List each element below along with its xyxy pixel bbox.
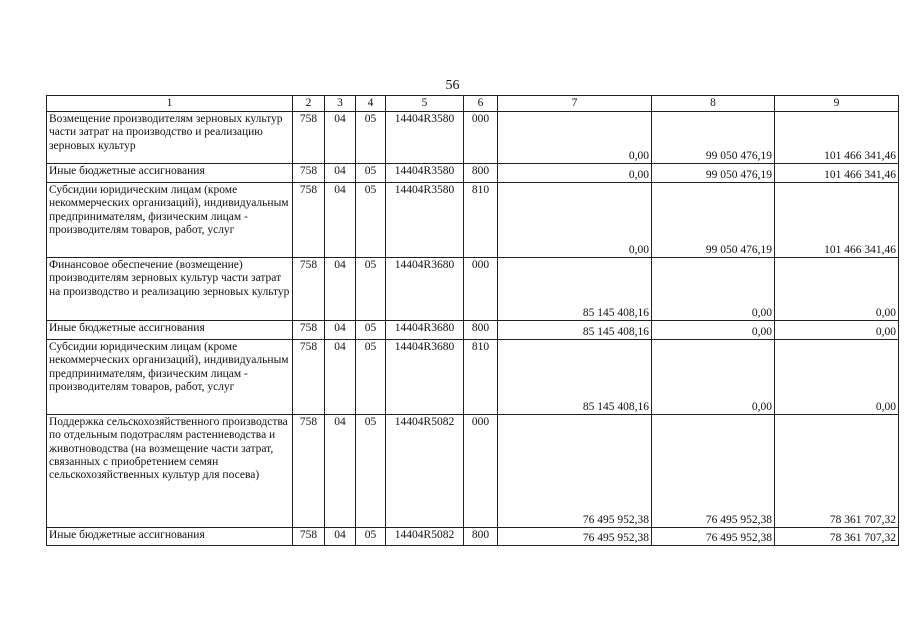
- amount-col8: 99 050 476,19: [652, 112, 775, 164]
- row-name: Субсидии юридическим лицам (кроме некоммерческих организаций), индивидуальным предпринимателям, физическим лицам - производителям товаров, работ, услуг: [47, 183, 293, 258]
- table-body: [47, 96, 899, 546]
- amount-col7: 0,00: [498, 164, 652, 183]
- target-article-code: 14404R3680: [386, 321, 464, 340]
- amount-col8: 0,00: [652, 258, 775, 321]
- expense-type-code: 000: [464, 415, 498, 528]
- page-number: 56: [445, 78, 460, 93]
- amount-col8: 0,00: [652, 321, 775, 340]
- column-number: 7: [498, 96, 652, 112]
- glava-code: 758: [293, 164, 325, 183]
- glava-code: 758: [293, 112, 325, 164]
- column-number: 4: [356, 96, 386, 112]
- section-code: 04: [325, 321, 356, 340]
- section-code: 04: [325, 183, 356, 258]
- row-name: Иные бюджетные ассигнования: [47, 528, 293, 546]
- row-name: Субсидии юридическим лицам (кроме некоммерческих организаций), индивидуальным предпринимателям, физическим лицам - производителям товаров, работ, услуг: [47, 340, 293, 415]
- amount-col8: 99 050 476,19: [652, 183, 775, 258]
- expense-type-code: 800: [464, 321, 498, 340]
- amount-col7: 85 145 408,16: [498, 340, 652, 415]
- row-name: Возмещение производителям зерновых культур части затрат на производство и реализацию зерновых культур: [47, 112, 293, 164]
- column-number: 2: [293, 96, 325, 112]
- amount-col7: 85 145 408,16: [498, 258, 652, 321]
- glava-code: 758: [293, 528, 325, 546]
- column-number-row: [47, 96, 899, 112]
- amount-col7: 76 495 952,38: [498, 528, 652, 546]
- glava-code: 758: [293, 183, 325, 258]
- column-number: 8: [652, 96, 775, 112]
- target-article-code: 14404R3580: [386, 164, 464, 183]
- section-code: 04: [325, 112, 356, 164]
- column-number: 1: [47, 96, 293, 112]
- expense-type-code: 810: [464, 183, 498, 258]
- amount-col8: 0,00: [652, 340, 775, 415]
- amount-col7: 85 145 408,16: [498, 321, 652, 340]
- amount-col9: 78 361 707,32: [775, 528, 899, 546]
- amount-col7: 76 495 952,38: [498, 415, 652, 528]
- expense-type-code: 800: [464, 164, 498, 183]
- table-row: [47, 340, 899, 415]
- section-code: 04: [325, 258, 356, 321]
- target-article-code: 14404R3680: [386, 340, 464, 415]
- table-row: [47, 112, 899, 164]
- amount-col9: 78 361 707,32: [775, 415, 899, 528]
- glava-code: 758: [293, 321, 325, 340]
- row-name: Иные бюджетные ассигнования: [47, 321, 293, 340]
- section-code: 04: [325, 415, 356, 528]
- amount-col7: 0,00: [498, 112, 652, 164]
- target-article-code: 14404R3680: [386, 258, 464, 321]
- amount-col8: 76 495 952,38: [652, 415, 775, 528]
- amount-col9: 101 466 341,46: [775, 164, 899, 183]
- amount-col9: 101 466 341,46: [775, 112, 899, 164]
- subsection-code: 05: [356, 415, 386, 528]
- row-name: Финансовое обеспечение (возмещение) производителям зерновых культур части затрат на производство и реализацию зерновых культур: [47, 258, 293, 321]
- subsection-code: 05: [356, 321, 386, 340]
- glava-code: 758: [293, 415, 325, 528]
- expense-type-code: 000: [464, 258, 498, 321]
- table-row: [47, 528, 899, 546]
- row-name: Поддержка сельскохозяйственного производства по отдельным подотраслям растениеводства и животноводства (на возмещение части затрат, связанных с приобретением семян сельскохозяйственных культур для посева): [47, 415, 293, 528]
- target-article-code: 14404R3580: [386, 183, 464, 258]
- amount-col8: 99 050 476,19: [652, 164, 775, 183]
- subsection-code: 05: [356, 183, 386, 258]
- table-row: [47, 183, 899, 258]
- subsection-code: 05: [356, 112, 386, 164]
- budget-table: [46, 95, 899, 546]
- table-row: [47, 321, 899, 340]
- section-code: 04: [325, 340, 356, 415]
- amount-col8: 76 495 952,38: [652, 528, 775, 546]
- expense-type-code: 810: [464, 340, 498, 415]
- column-number: 9: [775, 96, 899, 112]
- amount-col9: 0,00: [775, 258, 899, 321]
- column-number: 5: [386, 96, 464, 112]
- target-article-code: 14404R5082: [386, 528, 464, 546]
- table-row: [47, 258, 899, 321]
- subsection-code: 05: [356, 528, 386, 546]
- table-row: [47, 415, 899, 528]
- target-article-code: 14404R5082: [386, 415, 464, 528]
- section-code: 04: [325, 528, 356, 546]
- target-article-code: 14404R3580: [386, 112, 464, 164]
- section-code: 04: [325, 164, 356, 183]
- amount-col9: 0,00: [775, 340, 899, 415]
- row-name: Иные бюджетные ассигнования: [47, 164, 293, 183]
- subsection-code: 05: [356, 164, 386, 183]
- column-number: 6: [464, 96, 498, 112]
- table-row: [47, 164, 899, 183]
- column-number: 3: [325, 96, 356, 112]
- subsection-code: 05: [356, 340, 386, 415]
- glava-code: 758: [293, 258, 325, 321]
- expense-type-code: 800: [464, 528, 498, 546]
- amount-col9: 101 466 341,46: [775, 183, 899, 258]
- subsection-code: 05: [356, 258, 386, 321]
- expense-type-code: 000: [464, 112, 498, 164]
- amount-col9: 0,00: [775, 321, 899, 340]
- glava-code: 758: [293, 340, 325, 415]
- amount-col7: 0,00: [498, 183, 652, 258]
